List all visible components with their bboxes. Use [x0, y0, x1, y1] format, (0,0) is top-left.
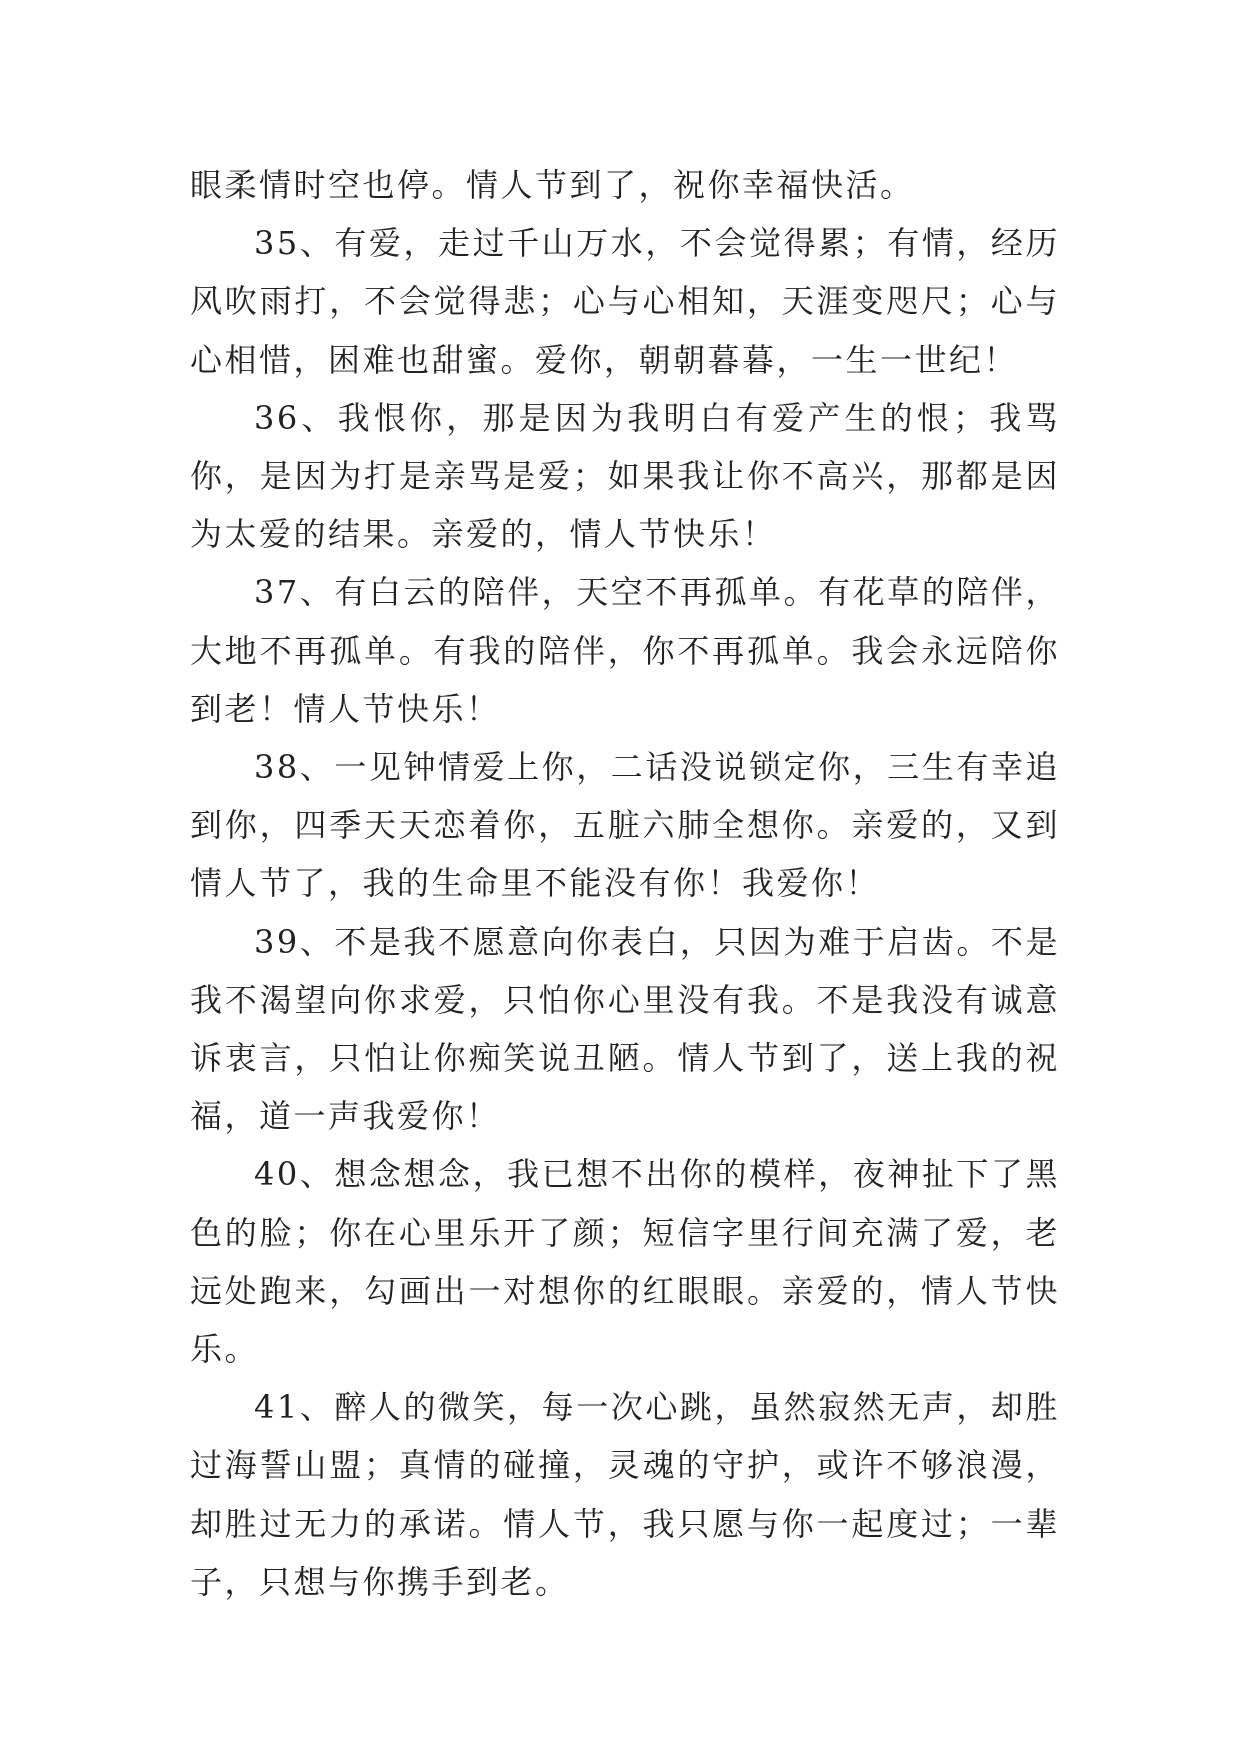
- paragraph-40: 40、想念想念，我已想不出你的模样，夜神扯下了黑色的脸；你在心里乐开了颜；短信字里行间充满了爱，老远处跑来，勾画出一对想你的红眼眼。亲爱的，情人节快乐。: [190, 1155, 1060, 1369]
- document-body: [190, 156, 1060, 1611]
- paragraph-38: 38、一见钟情爱上你，二话没说锁定你，三生有幸追到你，四季天天恋着你，五脏六肺全想你。亲爱的，又到情人节了，我的生命里不能没有你！我爱你！: [190, 748, 1060, 903]
- paragraph-37: 37、有白云的陪伴，天空不再孤单。有花草的陪伴，大地不再孤单。有我的陪伴，你不再孤单。我会永远陪你到老！情人节快乐！: [190, 573, 1060, 728]
- paragraph-35: 35、有爱，走过千山万水，不会觉得累；有情，经历风吹雨打，不会觉得悲；心与心相知，天涯变咫尺；心与心相惜，困难也甜蜜。爱你，朝朝暮暮，一生一世纪！: [190, 224, 1060, 379]
- paragraph-39: 39、不是我不愿意向你表白，只因为难于启齿。不是我不渴望向你求爱，只怕你心里没有我。不是我没有诚意诉衷言，只怕让你痴笑说丑陋。情人节到了，送上我的祝福，道一声我爱你！: [190, 922, 1060, 1136]
- paragraph-41: 41、醉人的微笑，每一次心跳，虽然寂然无声，却胜过海誓山盟；真情的碰撞，灵魂的守护，或许不够浪漫，却胜过无力的承诺。情人节，我只愿与你一起度过；一辈子，只想与你携手到老。: [190, 1388, 1060, 1601]
- paragraph-36: 36、我恨你，那是因为我明白有爱产生的恨；我骂你，是因为打是亲骂是爱；如果我让你不高兴，那都是因为太爱的结果。亲爱的，情人节快乐！: [190, 398, 1060, 554]
- paragraph-continued: 眼柔情时空也停。情人节到了，祝你幸福快活。: [190, 166, 915, 204]
